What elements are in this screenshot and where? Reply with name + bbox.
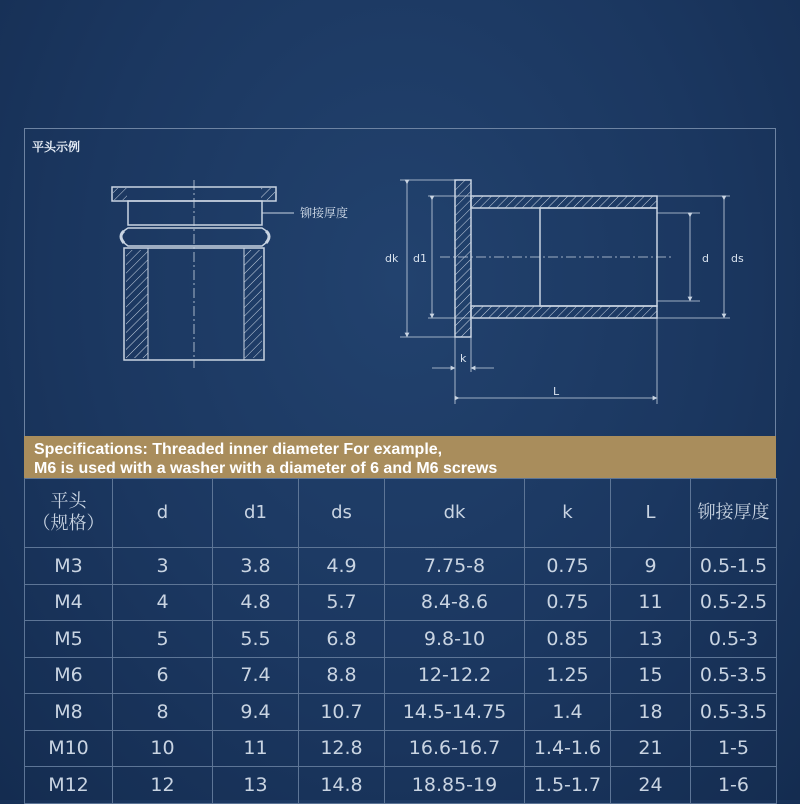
- header-k: k: [525, 479, 611, 548]
- header-d: d: [113, 479, 213, 548]
- table-cell: 3: [113, 548, 213, 585]
- dimension-view: [400, 180, 730, 404]
- table-cell: M4: [25, 584, 113, 621]
- table-cell: 6: [113, 657, 213, 694]
- plate-outline: [128, 201, 262, 225]
- table-cell: M3: [25, 548, 113, 585]
- table-cell: 13: [611, 621, 691, 658]
- header-dk: dk: [385, 479, 525, 548]
- table-cell: 4.8: [213, 584, 299, 621]
- ds-label: ds: [731, 252, 744, 265]
- table-cell: 21: [611, 730, 691, 767]
- panel-label: 平头示例: [32, 140, 81, 154]
- table-cell: 1.25: [525, 657, 611, 694]
- table-row: [25, 621, 777, 658]
- table-row: [25, 584, 777, 621]
- table-cell: 18.85-19: [385, 767, 525, 804]
- table-cell: 1-6: [691, 767, 777, 804]
- table-cell: 5.5: [213, 621, 299, 658]
- table-cell: M8: [25, 694, 113, 731]
- head-flange: [455, 180, 471, 337]
- table-cell: 11: [611, 584, 691, 621]
- table-cell: 9.4: [213, 694, 299, 731]
- table-row: [25, 767, 777, 804]
- table-cell: M5: [25, 621, 113, 658]
- dk-label: dk: [385, 252, 399, 265]
- spec-banner-line2: M6 is used with a washer with a diameter of 6 and M6 screws: [34, 460, 498, 477]
- table-cell: 12.8: [299, 730, 385, 767]
- table-cell: 0.5-2.5: [691, 584, 777, 621]
- table-cell: 0.5-3: [691, 621, 777, 658]
- table-cell: 9: [611, 548, 691, 585]
- table-cell: 0.75: [525, 548, 611, 585]
- table-cell: 6.8: [299, 621, 385, 658]
- table-cell: 11: [213, 730, 299, 767]
- table-cell: 0.5-3.5: [691, 657, 777, 694]
- table-cell: 14.5-14.75: [385, 694, 525, 731]
- table-cell: 7.4: [213, 657, 299, 694]
- k-label: k: [460, 352, 467, 365]
- table-cell: 5: [113, 621, 213, 658]
- header-ds: ds: [299, 479, 385, 548]
- header-d1: d1: [213, 479, 299, 548]
- bottom-wall: [471, 306, 657, 318]
- table-cell: 1.4: [525, 694, 611, 731]
- d-label: d: [702, 252, 709, 265]
- table-cell: 24: [611, 767, 691, 804]
- L-label: L: [553, 385, 560, 398]
- table-cell: 13: [213, 767, 299, 804]
- table-cell: 0.5-1.5: [691, 548, 777, 585]
- table-cell: 12-12.2: [385, 657, 525, 694]
- table-row: [25, 548, 777, 585]
- installed-section-view: [112, 180, 294, 368]
- table-cell: 8: [113, 694, 213, 731]
- spec-banner-line1: Specifications: Threaded inner diameter For example,: [34, 441, 443, 458]
- table-cell: 4.9: [299, 548, 385, 585]
- table-cell: 4: [113, 584, 213, 621]
- header-thickness: 铆接厚度: [691, 479, 777, 548]
- table-cell: M6: [25, 657, 113, 694]
- table-body: [25, 548, 777, 804]
- dimension-labels: [300, 205, 744, 398]
- header-L: L: [611, 479, 691, 548]
- table-row: [25, 657, 777, 694]
- table-cell: 1.4-1.6: [525, 730, 611, 767]
- table-cell: 8.4-8.6: [385, 584, 525, 621]
- table-cell: 10: [113, 730, 213, 767]
- table-cell: 0.85: [525, 621, 611, 658]
- table-cell: 10.7: [299, 694, 385, 731]
- table-cell: 15: [611, 657, 691, 694]
- table-cell: 0.5-3.5: [691, 694, 777, 731]
- table-cell: 5.7: [299, 584, 385, 621]
- table-cell: 14.8: [299, 767, 385, 804]
- table-cell: 18: [611, 694, 691, 731]
- top-wall: [471, 196, 657, 208]
- bulge-outline: [121, 228, 269, 246]
- table-cell: 1.5-1.7: [525, 767, 611, 804]
- table-header-row: [25, 479, 777, 548]
- table-row: [25, 730, 777, 767]
- table-cell: 0.75: [525, 584, 611, 621]
- table-cell: 8.8: [299, 657, 385, 694]
- table-cell: 12: [113, 767, 213, 804]
- table-cell: M10: [25, 730, 113, 767]
- table-row: [25, 694, 777, 731]
- table-cell: 16.6-16.7: [385, 730, 525, 767]
- spec-banner: [24, 436, 776, 478]
- table-cell: 1-5: [691, 730, 777, 767]
- spec-table: [24, 478, 777, 804]
- header-spec: 平头 （规格）: [25, 479, 113, 548]
- table-cell: M12: [25, 767, 113, 804]
- table-cell: 9.8-10: [385, 621, 525, 658]
- thickness-label: 铆接厚度: [300, 206, 349, 220]
- table-cell: 7.75-8: [385, 548, 525, 585]
- d1-label: d1: [413, 252, 427, 265]
- table-cell: 3.8: [213, 548, 299, 585]
